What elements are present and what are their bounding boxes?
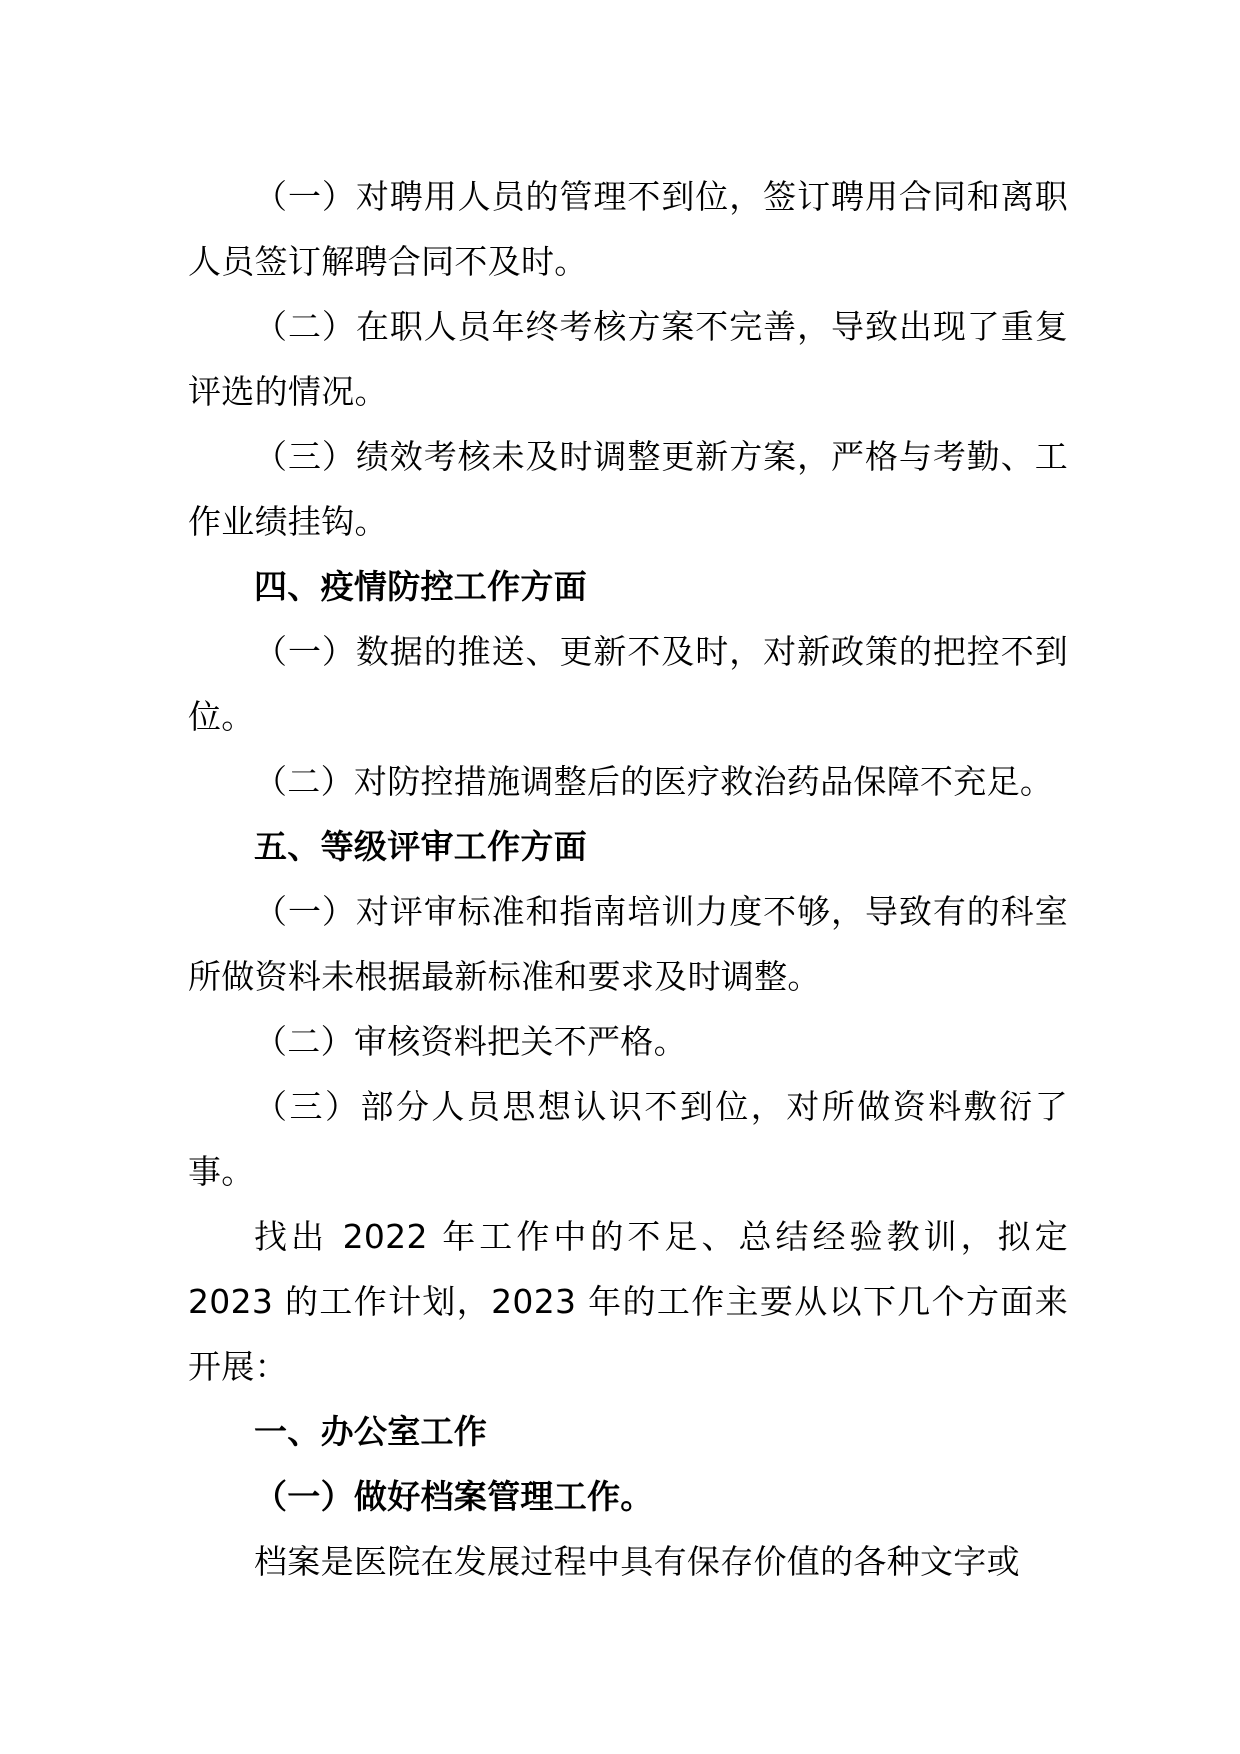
paragraph-epidemic-1: （一）数据的推送、更新不及时，对新政策的把控不到位。: [188, 632, 1068, 736]
document-body: [188, 164, 1068, 1594]
subsection-heading-archives: （一）做好档案管理工作。: [254, 1477, 654, 1516]
paragraph-epidemic-2: （二）对防控措施调整后的医疗救治药品保障不充足。: [254, 762, 1054, 801]
paragraph-plan-intro: 找出 2022 年工作中的不足、总结经验教训，拟定 2023 的工作计划，2023 年的工作主要从以下几个方面来开展：: [188, 1217, 1068, 1386]
paragraph-archives: 档案是医院在发展过程中具有保存价值的各种文字或: [254, 1542, 1020, 1581]
paragraph-hr-3: （三）绩效考核未及时调整更新方案，严格与考勤、工作业绩挂钩。: [188, 437, 1068, 541]
section-heading-epidemic: 四、疫情防控工作方面: [254, 567, 587, 606]
paragraph-hr-2: （二）在职人员年终考核方案不完善，导致出现了重复评选的情况。: [188, 307, 1068, 411]
paragraph-hr-1: （一）对聘用人员的管理不到位，签订聘用合同和离职人员签订解聘合同不及时。: [188, 177, 1068, 281]
paragraph-review-2: （二）审核资料把关不严格。: [254, 1022, 687, 1061]
paragraph-review-3: （三）部分人员思想认识不到位，对所做资料敷衍了事。: [188, 1087, 1068, 1191]
paragraph-review-1: （一）对评审标准和指南培训力度不够，导致有的科室所做资料未根据最新标准和要求及时调整。: [188, 892, 1068, 996]
section-heading-review: 五、等级评审工作方面: [254, 827, 587, 866]
section-heading-office: 一、办公室工作: [254, 1412, 488, 1451]
